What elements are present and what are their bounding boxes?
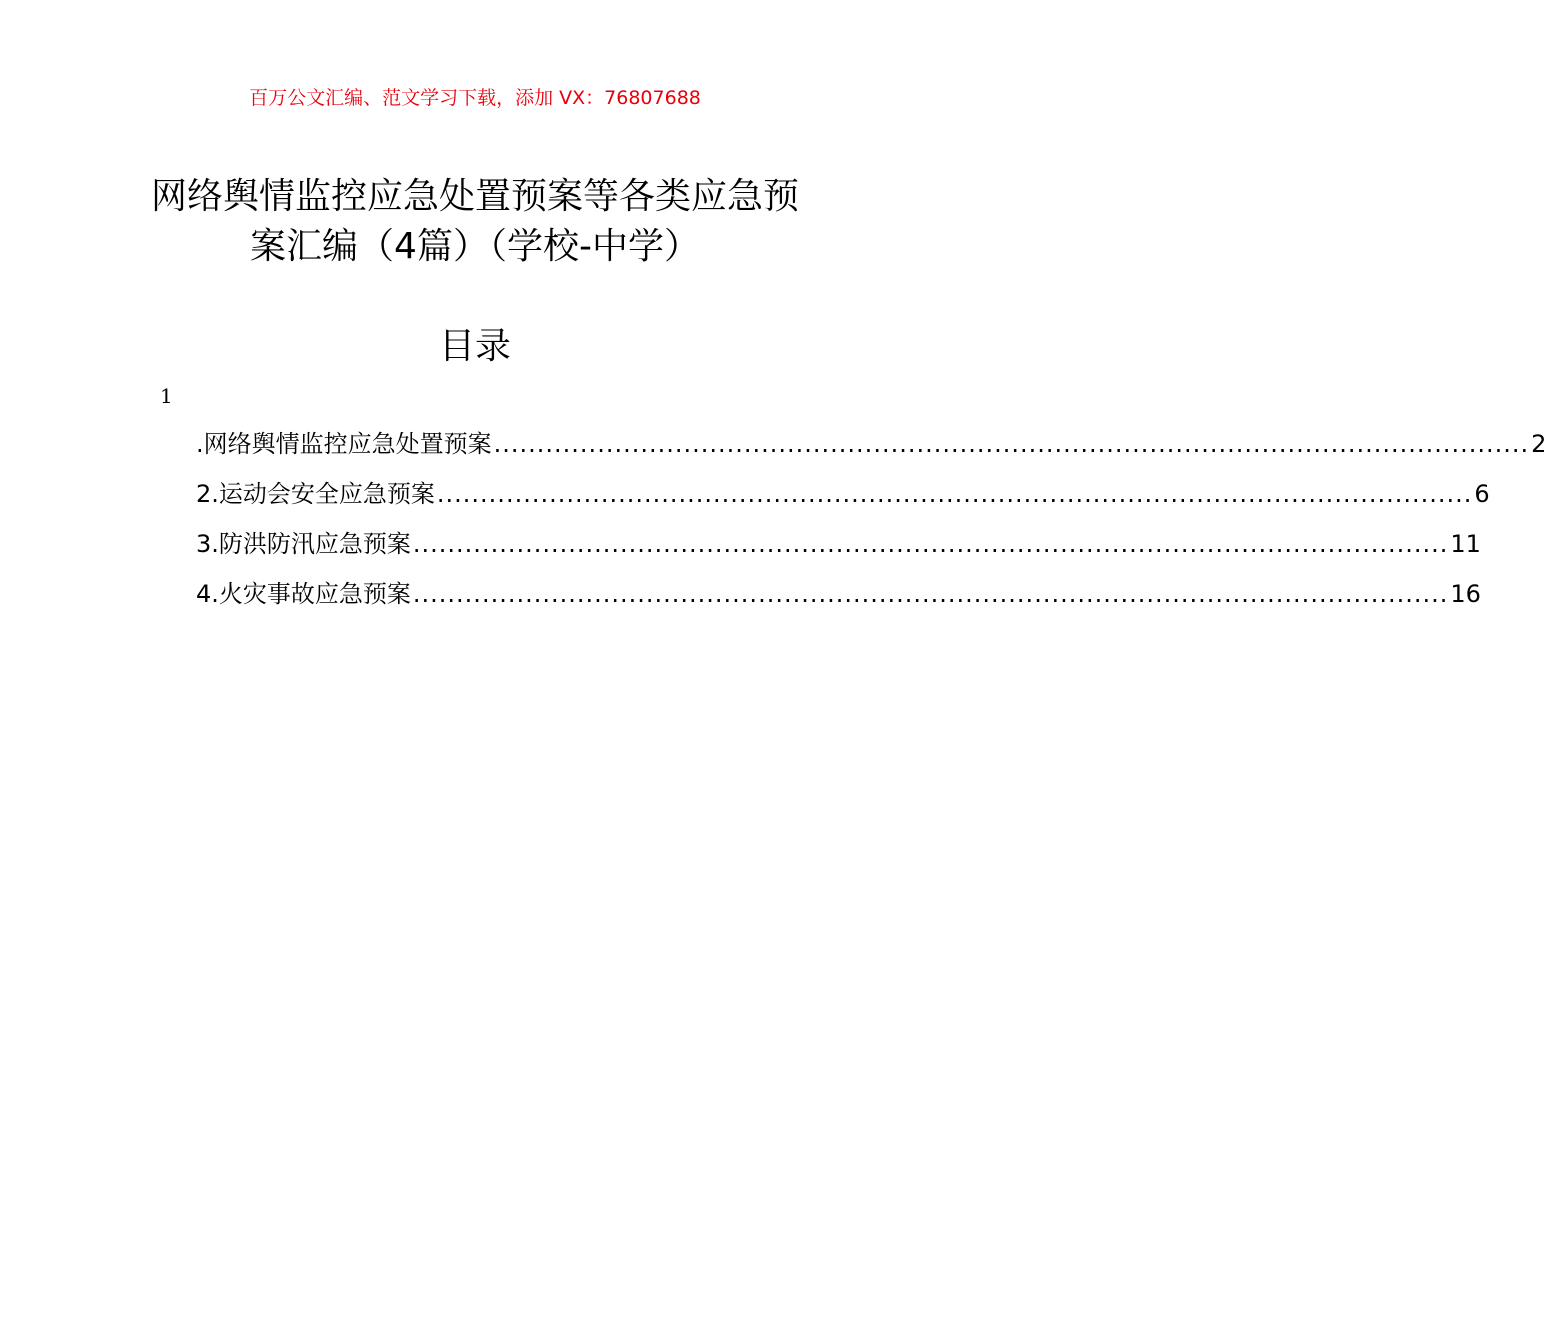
toc-entry-label: 2.运动会安全应急预案 <box>196 480 435 508</box>
toc-entry-label: 4.火灾事故应急预案 <box>196 580 411 608</box>
toc-entry-label: 3.防洪防汛应急预案 <box>196 530 411 558</box>
toc-stray-number: 1 <box>160 384 173 408</box>
toc-entry-page: 2 <box>1531 430 1546 458</box>
document-title <box>140 172 810 272</box>
toc-entry[interactable] <box>196 422 1546 472</box>
toc-dot-leader: ........................................................................................................................ <box>412 530 1449 558</box>
toc-entry-page: 16 <box>1450 580 1481 608</box>
document-title-line-1: 网络舆情监控应急处置预案等各类应急预 <box>150 176 799 217</box>
toc-list <box>196 422 1546 622</box>
toc-entry-page: 11 <box>1450 530 1481 558</box>
toc-entry[interactable] <box>196 472 1490 522</box>
document-title-line-2: 案汇编（4篇）（学校-中学） <box>250 226 700 267</box>
toc-heading: 目录 <box>438 326 511 367</box>
toc-dot-leader: ........................................................................................................................ <box>493 430 1530 458</box>
toc-entry[interactable] <box>196 572 1481 622</box>
toc-entry-page: 6 <box>1474 480 1490 508</box>
toc-entry-label: .网络舆情监控应急处置预案 <box>196 430 492 458</box>
toc-entry[interactable] <box>196 522 1481 572</box>
toc-dot-leader: ........................................................................................................................ <box>436 480 1473 508</box>
toc-dot-leader: ........................................................................................................................ <box>412 580 1449 608</box>
header-watermark-text: 百万公文汇编、范文学习下载，添加 VX：76807688 <box>249 87 701 109</box>
